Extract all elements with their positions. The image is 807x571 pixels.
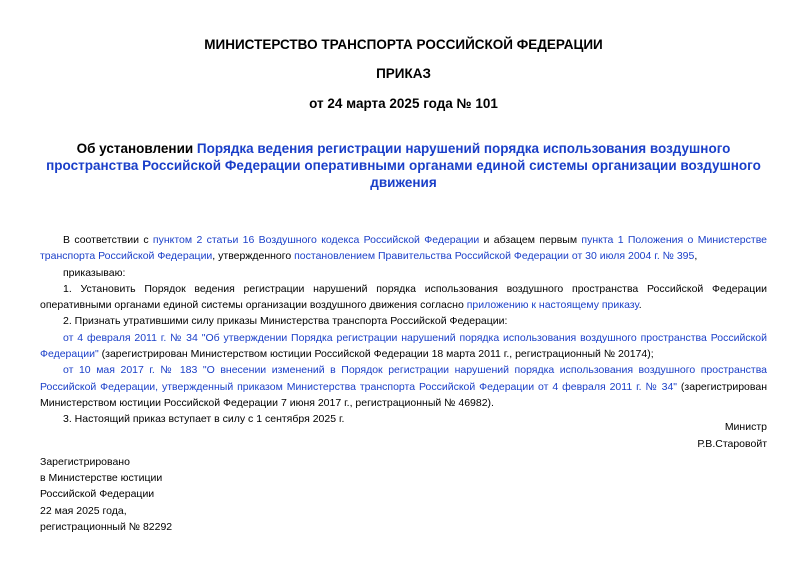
registration-line: в Министерстве юстиции: [40, 472, 163, 485]
registration-block: [40, 454, 172, 535]
link-appendix[interactable]: приложению к настоящему приказу: [466, 299, 639, 312]
text: 1. Установить Порядок ведения регистрации нарушений порядка использования воздушного пространства Российской Федерации оперативными органами единой системы организации воздушного движения согласно: [40, 282, 767, 312]
text: .: [638, 299, 642, 312]
text: и абзацем первым: [479, 234, 582, 246]
paragraph-item-3: 3. Настоящий приказ вступает в силу с 1 сентября 2025 г.: [63, 413, 345, 426]
registration-line: 22 мая 2025 года,: [40, 504, 127, 517]
link-government-decree[interactable]: постановлением Правительства Российской Федерации от 30 июля 2004 г. № 395: [294, 250, 695, 263]
document-title: [40, 140, 767, 191]
text: ,: [694, 250, 698, 263]
text: (зарегистрирован Министерством юстиции Российской Федерации 7 июня 2017 г., регистрационный № 46982).: [40, 380, 767, 409]
paragraph-order: приказываю:: [63, 266, 126, 279]
date-number-heading: от 24 марта 2025 года № 101: [309, 96, 498, 111]
doc-type-heading: ПРИКАЗ: [376, 66, 431, 81]
text: В соответствии с: [63, 234, 153, 246]
title-link[interactable]: Порядка ведения регистрации нарушений порядка использования воздушного пространства Российской Федерации оперативными органами единой системы организации воздушного движения: [46, 141, 761, 190]
link-order-34[interactable]: от 4 февраля 2011 г. № 34 "Об утверждении Порядка регистрации нарушений порядка использования воздушного пространства Российской Федерации": [40, 331, 767, 361]
text: (зарегистрирован Министерством юстиции Российской Федерации 18 марта 2011 г., регистрационный № 20174);: [98, 348, 654, 361]
link-air-code[interactable]: пунктом 2 статьи 16 Воздушного кодекса Российской Федерации: [152, 234, 480, 246]
paragraph-item-1: [40, 281, 767, 314]
registration-line: регистрационный № 82292: [40, 520, 173, 533]
signature-position: Министр: [724, 421, 767, 433]
link-order-183[interactable]: от 10 мая 2017 г. № 183 "О внесении изменений в Порядок регистрации нарушений порядка использования воздушного пространства Российской Федерации, утвержденный приказом Министерства транспорта Российской Федерации от 4 февраля 2011 г. № 34": [40, 364, 767, 393]
title-prefix: Об установлении: [76, 141, 197, 156]
ministry-heading: МИНИСТЕРСТВО ТРАНСПОРТА РОССИЙСКОЙ ФЕДЕРАЦИИ: [204, 37, 603, 52]
link-regulation[interactable]: пункта 1 Положения о Министерстве транспорта Российской Федерации: [40, 234, 767, 263]
text: , утвержденного: [212, 250, 295, 263]
registration-line: Российской Федерации: [40, 488, 155, 501]
paragraph-item-2: 2. Признать утратившими силу приказы Министерства транспорта Российской Федерации:: [63, 315, 508, 328]
signature-name: Р.В.Старовойт: [697, 438, 767, 450]
document-body: [40, 232, 767, 428]
registration-line: Зарегистрировано: [40, 456, 130, 468]
paragraph-preamble: [40, 232, 767, 265]
paragraph-repealed-1: [40, 330, 767, 363]
paragraph-repealed-2: [40, 362, 767, 411]
signature-block: [697, 419, 767, 453]
